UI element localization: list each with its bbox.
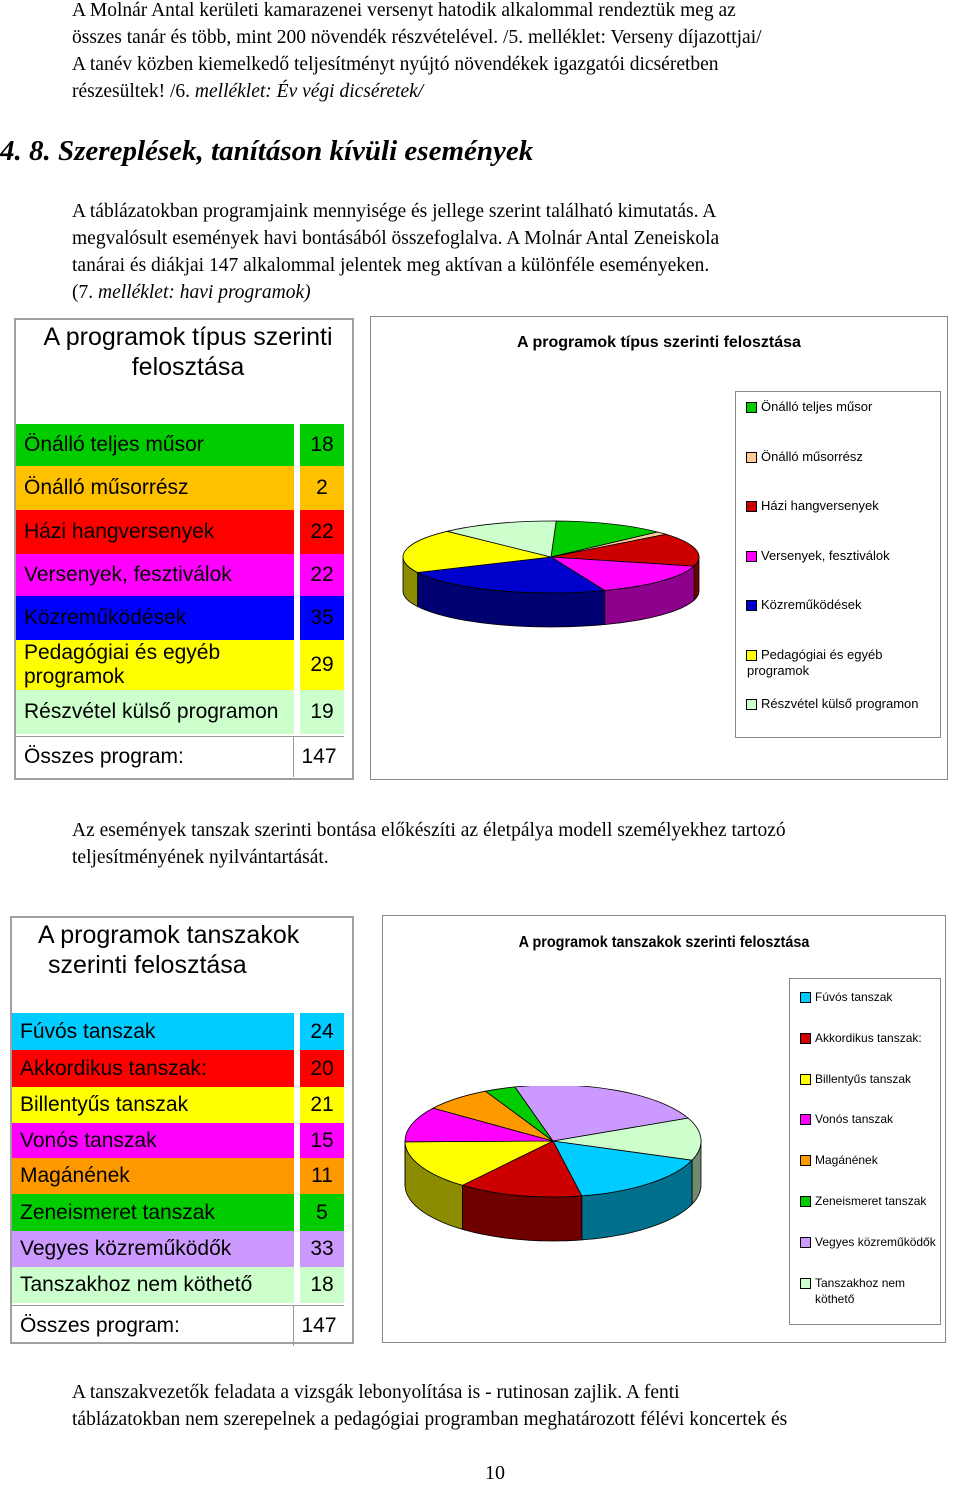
row-value: 18 bbox=[300, 424, 344, 466]
legend-label-line: Magánének bbox=[815, 1153, 878, 1168]
table-row bbox=[16, 690, 344, 734]
legend-label bbox=[815, 1234, 936, 1250]
row-value: 15 bbox=[300, 1123, 344, 1158]
legend-item bbox=[746, 548, 890, 564]
row-label bbox=[12, 1231, 294, 1267]
total-label: Összes program: bbox=[16, 737, 294, 777]
table-row bbox=[12, 1087, 344, 1123]
legend-label bbox=[815, 1152, 878, 1168]
legend-label bbox=[815, 1275, 940, 1307]
row-label bbox=[12, 1194, 294, 1231]
table-row bbox=[16, 466, 344, 510]
table-row bbox=[16, 596, 344, 640]
section-annex-ref: melléklet: havi programok) bbox=[98, 282, 311, 303]
table-row bbox=[12, 1158, 344, 1194]
row-value: 22 bbox=[300, 510, 344, 554]
row-label bbox=[12, 1123, 294, 1158]
legend-label-line: Vonós tanszak bbox=[815, 1112, 894, 1127]
legend-item bbox=[800, 1234, 936, 1250]
table-total-row bbox=[16, 736, 344, 777]
table-title-line: szerinti felosztása bbox=[48, 951, 247, 979]
row-value: 21 bbox=[300, 1087, 344, 1123]
legend-swatch bbox=[800, 1074, 811, 1085]
chart-legend bbox=[735, 391, 941, 738]
row-value: 19 bbox=[300, 690, 344, 734]
table-title-line: felosztása bbox=[131, 353, 245, 381]
table-row bbox=[12, 1194, 344, 1231]
legend-label-line: Zeneismeret tanszak bbox=[815, 1194, 927, 1208]
row-label-text: Önálló műsorrész bbox=[24, 476, 189, 499]
middle-line: Az események tanszak szerinti bontása előkészíti az életpálya modell személyekhez tartozó bbox=[72, 820, 786, 841]
row-value: 11 bbox=[300, 1158, 344, 1194]
section-line: tanárai és diákjai 147 alkalommal jelentek meg aktívan a különféle eseményeken. bbox=[72, 255, 710, 276]
legend-swatch bbox=[800, 1033, 811, 1044]
total-value: 147 bbox=[301, 745, 337, 768]
legend-swatch bbox=[800, 992, 811, 1003]
total-value: 147 bbox=[301, 1314, 337, 1337]
legend-label-line: programok bbox=[747, 662, 810, 678]
row-label-text: Pedagógiai és egyéb bbox=[24, 641, 221, 664]
legend-item bbox=[800, 1193, 926, 1209]
row-value: 35 bbox=[300, 596, 344, 640]
row-label-text: Magánének bbox=[20, 1164, 130, 1187]
legend-label bbox=[815, 1071, 911, 1087]
legend-label bbox=[815, 989, 892, 1005]
row-label-text: Fúvós tanszak bbox=[20, 1019, 156, 1043]
row-value: 5 bbox=[300, 1194, 344, 1231]
legend-label-line: Önálló műsorrész bbox=[761, 448, 863, 464]
row-value: 22 bbox=[300, 554, 344, 596]
table-row bbox=[12, 1231, 344, 1267]
legend-label-line: Fúvós tanszak bbox=[815, 990, 893, 1004]
total-label: Összes program: bbox=[12, 1306, 294, 1346]
legend-label-line: Közreműködések bbox=[761, 597, 862, 612]
table-title bbox=[28, 322, 348, 382]
legend-item bbox=[800, 1030, 922, 1046]
pie-chart bbox=[391, 507, 751, 707]
legend-label-line: Házi hangversenyek bbox=[761, 498, 879, 513]
intro-annex-ref: melléklet: Év végi dicséretek/ bbox=[194, 81, 424, 102]
row-label-text: programok bbox=[24, 665, 125, 688]
legend-label bbox=[815, 1030, 922, 1046]
legend-swatch bbox=[800, 1155, 811, 1166]
table-row bbox=[16, 424, 344, 466]
chart-title: A programok tanszakok szerinti felosztása bbox=[518, 934, 810, 951]
legend-swatch bbox=[800, 1196, 811, 1207]
legend-label bbox=[761, 399, 872, 415]
row-label-text: Versenyek, fesztiválok bbox=[24, 563, 232, 586]
legend-label bbox=[761, 696, 919, 712]
chart-legend bbox=[789, 978, 941, 1325]
table-title-line: A programok típus szerinti bbox=[43, 323, 333, 351]
row-label bbox=[16, 690, 294, 734]
row-label bbox=[12, 1158, 294, 1194]
middle-line: teljesítményének nyilvántartását. bbox=[72, 847, 329, 868]
legend-item bbox=[746, 399, 872, 415]
row-value: 18 bbox=[300, 1267, 344, 1303]
row-value: 24 bbox=[300, 1013, 344, 1050]
table-row bbox=[12, 1123, 344, 1158]
row-label bbox=[12, 1050, 294, 1087]
section-line: megvalósult események havi bontásából összefoglalva. A Molnár Antal Zeneiskola bbox=[72, 228, 720, 249]
table-row bbox=[16, 510, 344, 554]
legend-item bbox=[800, 1071, 911, 1087]
table-row bbox=[16, 554, 344, 596]
row-value: 29 bbox=[300, 640, 344, 690]
section-text: (7. bbox=[72, 282, 98, 303]
department-chart bbox=[382, 915, 946, 1343]
row-label bbox=[16, 466, 294, 510]
row-label-text: Közreműködések bbox=[24, 606, 187, 629]
legend-label bbox=[815, 1111, 893, 1127]
table-row bbox=[12, 1050, 344, 1087]
middle-paragraph bbox=[72, 817, 957, 871]
bottom-paragraph bbox=[72, 1379, 957, 1433]
chart-title: A programok típus szerinti felosztása bbox=[517, 334, 801, 351]
legend-label-line: Tanszakhoz nem köthető bbox=[815, 1275, 906, 1306]
legend-label bbox=[815, 1193, 926, 1209]
row-label bbox=[16, 424, 294, 466]
legend-swatch bbox=[746, 551, 757, 562]
program-type-table bbox=[14, 318, 354, 780]
legend-label bbox=[761, 449, 863, 465]
legend-swatch bbox=[746, 650, 757, 661]
row-label-text: Zeneismeret tanszak bbox=[20, 1200, 215, 1224]
intro-line: A tanév közben kiemelkedő teljesítményt nyújtó növendékek igazgatói dicséretben bbox=[72, 54, 719, 75]
table-row bbox=[12, 1013, 344, 1050]
legend-label-line: Versenyek, fesztiválok bbox=[761, 547, 890, 563]
row-label-text: Billentyűs tanszak bbox=[20, 1093, 189, 1116]
intro-line bbox=[72, 78, 957, 105]
department-table bbox=[10, 916, 354, 1344]
intro-line: összes tanár és több, mint 200 növendék részvételével. /5. melléklet: Verseny díjazottjai/ bbox=[72, 27, 762, 48]
legend-item bbox=[746, 597, 861, 613]
intro-line: A Molnár Antal kerületi kamarazenei versenyt hatodik alkalommal rendeztük meg az bbox=[72, 0, 736, 21]
row-label bbox=[12, 1267, 294, 1303]
row-label-text: Házi hangversenyek bbox=[24, 520, 215, 543]
section-line: A táblázatokban programjaink mennyisége és jellege szerint található kimutatás. A bbox=[72, 201, 717, 222]
section-heading: 4. 8. Szereplések, tanításon kívüli események bbox=[0, 135, 534, 167]
row-value: 20 bbox=[300, 1050, 344, 1087]
program-type-chart bbox=[370, 316, 948, 780]
legend-swatch bbox=[800, 1114, 811, 1125]
row-label-text: Tanszakhoz nem köthető bbox=[20, 1273, 253, 1296]
section-line bbox=[72, 279, 957, 306]
legend-label bbox=[747, 646, 883, 679]
legend-item bbox=[746, 696, 919, 712]
legend-swatch bbox=[746, 501, 757, 512]
legend-item bbox=[800, 1152, 878, 1168]
legend-item bbox=[746, 498, 879, 514]
table-row bbox=[12, 1267, 344, 1303]
legend-label-line: Billentyűs tanszak bbox=[815, 1071, 912, 1086]
legend-label bbox=[761, 597, 861, 613]
intro-paragraph bbox=[72, 0, 957, 105]
page-number: 10 bbox=[485, 1462, 505, 1484]
legend-label bbox=[761, 498, 879, 514]
intro-text: részesültek! /6. bbox=[72, 81, 195, 102]
row-label bbox=[12, 1087, 294, 1123]
table-total-row bbox=[12, 1305, 344, 1346]
legend-label-line: Részvétel külső programon bbox=[761, 696, 919, 711]
legend-item bbox=[800, 1275, 940, 1307]
legend-swatch bbox=[800, 1237, 811, 1248]
row-label-text: Részvétel külső programon bbox=[24, 700, 279, 723]
row-label bbox=[12, 1013, 294, 1050]
legend-swatch bbox=[800, 1278, 811, 1289]
row-label-text: Vegyes közreműködők bbox=[20, 1237, 232, 1260]
table-row bbox=[16, 640, 344, 690]
legend-item bbox=[746, 449, 863, 465]
legend-label bbox=[761, 548, 890, 564]
row-label-text: Vonós tanszak bbox=[20, 1128, 157, 1152]
legend-item bbox=[746, 647, 882, 679]
legend-label-line: Önálló teljes műsor bbox=[761, 399, 873, 414]
row-label bbox=[16, 554, 294, 596]
row-label-text: Önálló teljes műsor bbox=[24, 433, 204, 456]
pie-chart bbox=[393, 1086, 753, 1296]
row-value: 33 bbox=[300, 1231, 344, 1267]
legend-swatch bbox=[746, 402, 757, 413]
legend-label-line: Akkordikus tanszak: bbox=[815, 1030, 922, 1045]
row-label bbox=[16, 640, 294, 690]
table-title-line: A programok tanszakok bbox=[38, 921, 300, 949]
row-label-text: Akkordikus tanszak: bbox=[20, 1056, 207, 1080]
legend-item bbox=[800, 1111, 893, 1127]
legend-label-line: Pedagógiai és egyéb bbox=[761, 646, 883, 662]
bottom-line: táblázatokban nem szerepelnek a pedagógiai programban meghatározott félévi koncertek és bbox=[72, 1409, 788, 1430]
legend-item bbox=[800, 989, 892, 1005]
row-label bbox=[16, 510, 294, 554]
legend-swatch bbox=[746, 699, 757, 710]
section-paragraph bbox=[72, 198, 957, 306]
table-title bbox=[38, 920, 299, 980]
row-label bbox=[16, 596, 294, 640]
legend-label-line: Vegyes közreműködők bbox=[815, 1234, 936, 1249]
legend-swatch bbox=[746, 600, 757, 611]
legend-swatch bbox=[746, 452, 757, 463]
bottom-line: A tanszakvezetők feladata a vizsgák lebonyolítása is - rutinosan zajlik. A fenti bbox=[72, 1382, 680, 1403]
row-value: 2 bbox=[300, 466, 344, 510]
